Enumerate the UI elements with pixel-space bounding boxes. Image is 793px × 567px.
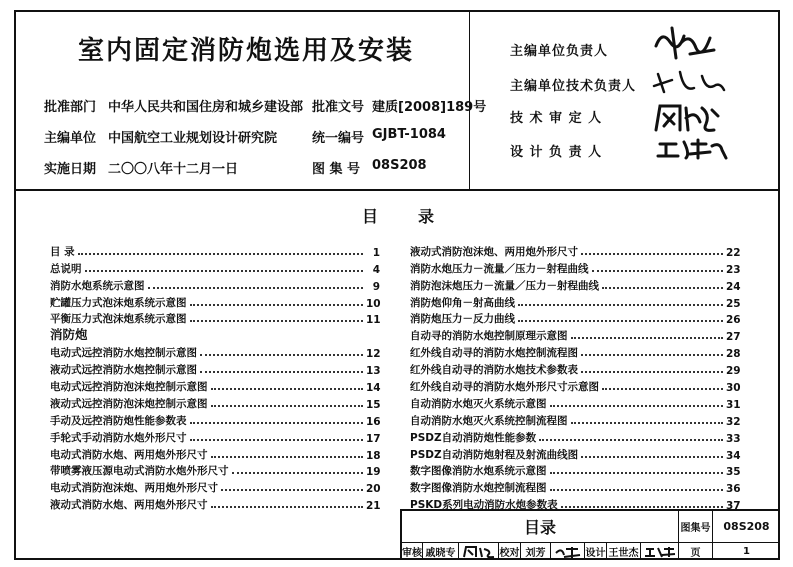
handwritten-signature: [650, 66, 730, 98]
toc-entry-page: 36: [726, 483, 741, 496]
toc-entry-page: 35: [726, 466, 741, 479]
toc-leader-dots: [571, 422, 724, 424]
toc-entry-title: 液动式消防水炮、两用炮外形尺寸: [50, 499, 208, 512]
atlas-no: 08S208: [712, 511, 780, 542]
toc-entry: [410, 445, 740, 462]
toc-leader-dots: [200, 371, 363, 373]
toc-entry-page: 12: [366, 348, 381, 361]
approval-dept: 中华人民共和国住房和城乡建设部: [108, 100, 304, 115]
toc-entry-title: 消防炮仰角－射高曲线: [410, 296, 515, 309]
toc-entry: [50, 276, 380, 293]
toc-entry-page: 22: [726, 246, 741, 259]
toc-leader-dots: [550, 472, 724, 474]
toc-entry: [50, 428, 380, 445]
toc-entry: [50, 343, 380, 360]
toc-leader-dots: [581, 253, 723, 255]
toc-leader-dots: [581, 456, 723, 458]
toc-entry-title: 手动及远控消防炮性能参数表: [50, 414, 187, 427]
approval-dept-label: 批准部门: [44, 100, 97, 115]
toc-entry-title: 带喷雾液压源电动式消防水炮外形尺寸: [50, 465, 229, 478]
toc-leader-dots: [232, 472, 364, 474]
chief-unit: 中国航空工业规划设计研究院: [108, 131, 278, 146]
toc-entry-page: 11: [366, 314, 381, 327]
toc-entry: [410, 411, 740, 428]
toc-entry-title: 红外线自动寻的消防水炮外形尺寸示意图: [410, 381, 599, 394]
atlas-no-label: 图 集 号: [312, 162, 361, 177]
toc-section-heading: [50, 326, 380, 343]
toc-heading-right: 录: [418, 207, 435, 226]
toc-entry-title: 电动式远控消防水炮控制示意图: [50, 347, 197, 360]
toc-entry-page: 25: [726, 297, 741, 310]
designer-name: 王世杰: [606, 542, 640, 560]
toc-entry: [410, 259, 740, 276]
toc-entry: [50, 462, 380, 479]
toc-entry-page: 23: [726, 263, 741, 276]
toc-leader-dots: [581, 371, 723, 373]
atlas-title: 室内固定消防炮选用及安装: [78, 36, 415, 66]
toc-leader-dots: [221, 489, 363, 491]
header-divider: [14, 189, 780, 191]
toc-entry-title: 液动式消防泡沫炮、两用炮外形尺寸: [410, 245, 578, 258]
toc-entry-page: 4: [372, 263, 380, 276]
toc-entry-page: 34: [726, 449, 741, 462]
toc-entry-title: 红外线自动寻的消防水炮技术参数表: [410, 364, 578, 377]
toc-entry: [410, 478, 740, 495]
toc-entry: [50, 445, 380, 462]
toc-leader-dots: [550, 489, 724, 491]
toc-entry: [410, 326, 740, 343]
toc-entry-page: 27: [726, 331, 741, 344]
toc-entry-page: 1: [372, 246, 380, 259]
toc-entry: [50, 394, 380, 411]
toc-entry: [410, 360, 740, 377]
handwritten-signature: [652, 100, 724, 136]
reviewer-signature: [458, 542, 498, 560]
toc-entry-title: 电动式远控消防泡沫炮控制示意图: [50, 381, 208, 394]
toc-entry-page: 10: [366, 297, 381, 310]
toc-leader-dots: [85, 270, 364, 272]
toc-entry-page: 21: [366, 500, 381, 513]
toc-entry-title: 平衡压力式泡沫炮系统示意图: [50, 313, 187, 326]
toc-entry: [50, 293, 380, 310]
page-number: 1: [712, 542, 780, 560]
unified-no: GJBT-1084: [372, 127, 446, 142]
toc-leader-dots: [550, 405, 724, 407]
toc-leader-dots: [190, 304, 364, 306]
toc-entry-page: 33: [726, 432, 741, 445]
toc-entry-title: PSKD系列电动消防水炮参数表: [410, 499, 558, 512]
toc-entry-page: 24: [726, 280, 741, 293]
toc-leader-dots: [539, 439, 723, 441]
toc-leader-dots: [518, 320, 723, 322]
toc-entry: [410, 462, 740, 479]
toc-heading-left: 目: [362, 207, 379, 226]
handwritten-signature: [462, 545, 496, 559]
approval-doc-label: 批准文号: [312, 100, 365, 115]
toc-entry-page: 32: [726, 415, 741, 428]
toc-leader-dots: [602, 388, 723, 390]
toc-entry-title: 电动式消防泡沫炮、两用炮外形尺寸: [50, 482, 218, 495]
toc-entry-page: 19: [366, 466, 381, 479]
toc-entry-title: 液动式远控消防水炮控制示意图: [50, 364, 197, 377]
checker-name: 刘芳: [520, 542, 550, 560]
toc-entry-title: 贮罐压力式泡沫炮系统示意图: [50, 296, 187, 309]
toc-entry-page: 37: [726, 500, 741, 513]
toc-entry-title: 手轮式手动消防水炮外形尺寸: [50, 431, 187, 444]
toc-entry: [50, 495, 380, 512]
toc-entry-title: 数字图像消防水炮系统示意图: [410, 465, 547, 478]
toc-entry-page: 17: [366, 432, 381, 445]
toc-entry: [410, 293, 740, 310]
toc-left-column: [50, 242, 380, 512]
checker-signature: [550, 542, 584, 560]
toc-leader-dots: [581, 354, 723, 356]
toc-entry-title: 自动消防水炮灭火系统控制流程图: [410, 414, 568, 427]
toc-entry-page: 14: [366, 382, 381, 395]
toc-leader-dots: [571, 337, 724, 339]
review-label: 审核: [402, 542, 422, 560]
chief-unit-label: 主编单位: [44, 131, 97, 146]
toc-entry: [410, 242, 740, 259]
reviewer-name: 戚晓专: [422, 542, 458, 560]
toc-entry-page: 18: [366, 449, 381, 462]
toc-leader-dots: [602, 287, 723, 289]
toc-entry-page: 31: [726, 398, 741, 411]
sheet-title: 目录: [523, 518, 556, 537]
toc-entry: [410, 310, 740, 327]
toc-entry-title: 消防泡沫炮压力－流量／压力－射程曲线: [410, 279, 599, 292]
signature-role: 主编单位技术负责人: [510, 79, 637, 94]
toc-entry-title: PSDZ自动消防炮射程及射流曲线图: [410, 448, 579, 461]
unified-no-label: 统一编号: [312, 131, 365, 146]
toc-leader-dots: [592, 270, 724, 272]
toc-entry-page: 20: [366, 483, 381, 496]
effective-date-label: 实施日期: [44, 162, 97, 177]
toc-leader-dots: [518, 304, 723, 306]
atlas-no: 08S208: [372, 158, 427, 173]
handwritten-signature: [644, 545, 676, 559]
toc-entry-page: 16: [366, 415, 381, 428]
toc-entry-title: 自动消防水炮灭火系统示意图: [410, 397, 547, 410]
toc-entry: [410, 377, 740, 394]
toc-entry-title: 红外线自动寻的消防水炮控制流程图: [410, 347, 578, 360]
toc-entry: [50, 377, 380, 394]
toc-entry: [410, 276, 740, 293]
toc-right-column: [410, 242, 740, 512]
signature-role: 技 术 审 定 人: [510, 111, 603, 126]
toc-entry-page: 9: [372, 280, 380, 293]
toc-leader-dots: [211, 456, 364, 458]
toc-entry: [410, 343, 740, 360]
toc-entry: [410, 394, 740, 411]
toc-entry: [50, 242, 380, 259]
design-label: 设计: [584, 542, 606, 560]
effective-date: 二〇〇八年十二月一日: [108, 162, 239, 177]
toc-leader-dots: [211, 388, 364, 390]
title-block: [400, 509, 780, 560]
toc-entry-title: 消防炮: [50, 327, 88, 343]
handwritten-signature: [656, 136, 732, 162]
toc-entry-page: 30: [726, 382, 741, 395]
toc-entry-page: 28: [726, 348, 741, 361]
toc-leader-dots: [190, 320, 364, 322]
toc-entry-title: 消防水炮系统示意图: [50, 279, 145, 292]
page-label: 页: [678, 542, 712, 560]
toc-leader-dots: [211, 506, 364, 508]
toc-leader-dots: [190, 422, 364, 424]
toc-entry-title: 数字图像消防水炮控制流程图: [410, 482, 547, 495]
signature-role: 设 计 负 责 人: [510, 145, 603, 160]
toc-entry-title: 总说明: [50, 262, 82, 275]
toc-leader-dots: [211, 405, 364, 407]
toc-entry-page: 15: [366, 398, 381, 411]
handwritten-signature: [554, 545, 582, 559]
atlas-no-label: 图集号: [678, 511, 712, 542]
toc-entry-title: 目 录: [50, 245, 75, 258]
toc-entry: [410, 428, 740, 445]
toc-entry: [50, 360, 380, 377]
approval-doc: 建质[2008]189号: [372, 100, 487, 115]
toc-leader-dots: [148, 287, 364, 289]
toc-leader-dots: [561, 506, 723, 508]
toc-entry-title: 电动式消防水炮、两用炮外形尺寸: [50, 448, 208, 461]
signature-role: 主编单位负责人: [510, 44, 609, 59]
toc-leader-dots: [78, 253, 363, 255]
toc-entry-page: 29: [726, 365, 741, 378]
toc-entry-title: 液动式远控消防泡沫炮控制示意图: [50, 397, 208, 410]
toc-entry-title: 消防炮压力－反力曲线: [410, 313, 515, 326]
handwritten-signature: [650, 24, 720, 62]
toc-leader-dots: [200, 354, 363, 356]
designer-signature: [640, 542, 678, 560]
toc-entry-title: PSDZ自动消防炮性能参数: [410, 431, 537, 444]
check-label: 校对: [498, 542, 520, 560]
toc-entry: [50, 478, 380, 495]
toc-entry: [50, 310, 380, 327]
toc-entry-page: 26: [726, 314, 741, 327]
toc-leader-dots: [190, 439, 364, 441]
toc-entry: [50, 411, 380, 428]
toc-entry-title: 消防水炮压力－流量／压力－射程曲线: [410, 262, 589, 275]
toc-entry-title: 自动寻的消防水炮控制原理示意图: [410, 330, 568, 343]
toc-entry: [50, 259, 380, 276]
toc-entry-page: 13: [366, 365, 381, 378]
